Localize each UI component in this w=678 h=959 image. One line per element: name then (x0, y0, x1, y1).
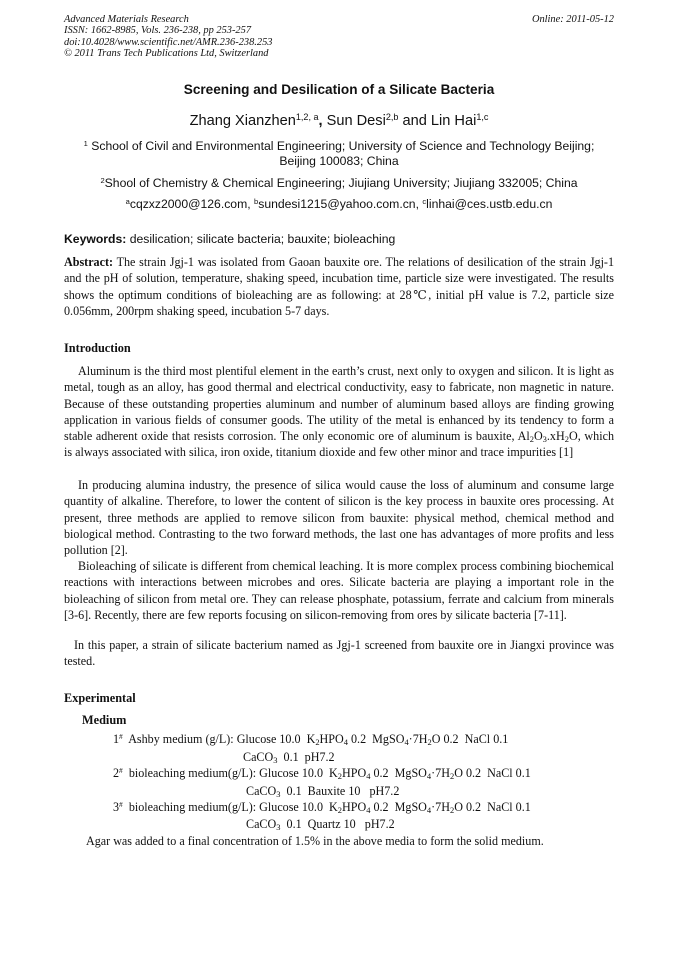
copyright-line: © 2011 Trans Tech Publications Ltd, Switzerland (64, 48, 269, 60)
medium-mark: # (119, 799, 123, 809)
introduction-paragraph-3: Bioleaching of silicate is different from chemical leaching. It is more complex process combining biochemical reactions with interactions between microbes and ores. Silicate bacteria are playing a important role in the bioleaching of silicon from metal ore. They can release phosphate, potassium, ferrate and calcium from minerals [3-6]. Recently, there are few reports focusing on silicon-removing from ores by silicate bacteria [7-11]. (64, 559, 614, 622)
affiliation-sup: 1 (83, 138, 88, 148)
medium-mark: # (119, 765, 123, 775)
experimental-heading: Experimental (64, 691, 136, 705)
medium-composition: Glucose 10.0 $K_2HPO_4$ 0.2 $MgSO_4\cdot 7H_2O$ 0.2 NaCl 0.1 (259, 766, 531, 782)
medium-number: 3 (113, 800, 120, 814)
abstract-text: The strain Jgj-1 was isolated from Gaoan bauxite ore. The relations of desilication of the strain Jgj-1 and the pH of solution, temperature, shaking speed, incubation time, particle size were investigated. The results shows the optimum conditions of bioleaching are as following: at 28℃, initial pH value is 7.2, particle size 0.056mm, 200rpm shaking speed, incubation 5-7 days. (64, 255, 615, 318)
paper-title: Screening and Desilication of a Silicate Bacteria (183, 82, 495, 97)
medium-number: 1 (113, 732, 120, 746)
keywords-label: Keywords: (64, 232, 127, 246)
bauxite-formula: $Al_2O_3.xH_2O$ (517, 429, 578, 445)
medium-composition: Glucose 10.0 $K_2HPO_4$ 0.2 $MgSO_4\cdot 7H_2O$ 0.2 NaCl 0.1 (236, 732, 509, 748)
agar-note: Agar was added to a final concentration of 1.5% in the above media to form the solid medium. (86, 834, 544, 848)
journal-header (64, 14, 272, 60)
medium-2-line-1 (113, 765, 531, 782)
affiliation-text: Shool of Chemistry & Chemical Engineering; Jiujiang University; Jiujiang 332005; China (104, 176, 578, 190)
email-sup: a (125, 196, 130, 206)
introduction-paragraph-2: In producing alumina industry, the presence of silica would cause the loss of aluminum and consume large quantity of alkaline. Therefore, to lower the content of silicon is the key process in bauxite ores processing. At present, three methods are applied to remove silicon from bauxite: physical method, chemical method and biological method. Contrasting to the two forward methods, the last one has advantages of more profits and less pollution [2]. (64, 478, 614, 558)
email-link[interactable]: cqzxz2000@126.com (129, 197, 248, 211)
intro-p1-text: Aluminum is the third most plentiful element in the earth’s crust, next only to oxygen and silicon. It is light as metal, tough as an alloy, has good thermal and electrical conductivity, easy to fabricate, non magnetic in nature. Because of these outstanding properties aluminum and number of aluminum based alloys are finding growing application in various fields of consumer goods. The utility of the metal is enhanced by its tendency to form a stable adherent oxide that resists corrosion. The only economic ore of aluminum is bauxite, (64, 364, 614, 444)
keywords (64, 232, 614, 246)
medium-number: 2 (113, 766, 120, 780)
medium-name: bioleaching medium(g/L): (128, 800, 257, 814)
email-sup: b (254, 196, 259, 206)
author-line (0, 113, 678, 129)
medium-3-line-2: CaCO$_3$ 0.1 Quartz 10 pH7.2 (246, 817, 395, 833)
medium-3-line-1 (113, 799, 531, 816)
online-date: Online: 2011-05-12 (531, 14, 614, 25)
keywords-text: desilication; silicate bacteria; bauxite; bioleaching (129, 232, 396, 246)
introduction-heading: Introduction (64, 341, 131, 355)
intro-p1-text-end: , which is always associated with silica, iron oxide, titanium dioxide and few other minor and trace impurities [1] (64, 429, 614, 460)
introduction-paragraph-1 (64, 363, 614, 461)
author-sup: 2,b (385, 112, 399, 123)
email-link[interactable]: linhai@ces.ustb.edu.cn (426, 197, 553, 211)
medium-1-line-2: CaCO$_3$ 0.1 pH7.2 (243, 750, 335, 766)
doi-line: doi:10.4028/www.scientific.net/AMR.236-238.253 (64, 36, 273, 48)
author-sup: 1,c (476, 112, 489, 123)
affiliation-sup: 2 (100, 175, 105, 185)
abstract-label: Abstract: (64, 255, 114, 269)
affiliation-text: School of Civil and Environmental Engineering; University of Science and Technology Beijing; Beijing 100083; China (91, 139, 595, 168)
journal-name: Advanced Materials Research (64, 14, 189, 25)
medium-name: bioleaching medium(g/L): (128, 766, 257, 780)
email-link[interactable]: sundesi1215@yahoo.com.cn (258, 197, 416, 211)
abstract (64, 254, 614, 319)
author-name: Sun Desi (326, 113, 386, 129)
affiliation-2 (64, 176, 614, 191)
author-separator: , (318, 113, 327, 129)
email-line: $^a$cqzxz2000@126.com, $^b$sundesi1215@yahoo.com.cn, $^c$linhai@ces.ustb.edu.cn (125, 196, 553, 211)
introduction-paragraph-4: In this paper, a strain of silicate bacterium named as Jgj-1 screened from bauxite ore in Jiangxi province was tested. (64, 638, 614, 669)
author-sup: 1,2, a (295, 112, 319, 123)
medium-1-line-1 (113, 731, 508, 748)
affiliation-1 (64, 139, 614, 169)
medium-subheading: Medium (82, 713, 127, 727)
medium-name: Ashby medium (g/L): (128, 732, 234, 746)
author-name: Zhang Xianzhen (189, 113, 296, 129)
issn-line: ISSN: 1662-8985, Vols. 236-238, pp 253-257 (64, 25, 252, 37)
medium-mark: # (119, 731, 123, 741)
medium-2-line-2: CaCO$_3$ 0.1 Bauxite 10 pH7.2 (246, 784, 400, 800)
author-name: Lin Hai (430, 113, 477, 129)
email-sup: c (422, 196, 427, 206)
medium-composition: Glucose 10.0 $K_2HPO_4$ 0.2 $MgSO_4\cdot 7H_2O$ 0.2 NaCl 0.1 (259, 800, 531, 816)
author-separator: and (398, 113, 431, 129)
